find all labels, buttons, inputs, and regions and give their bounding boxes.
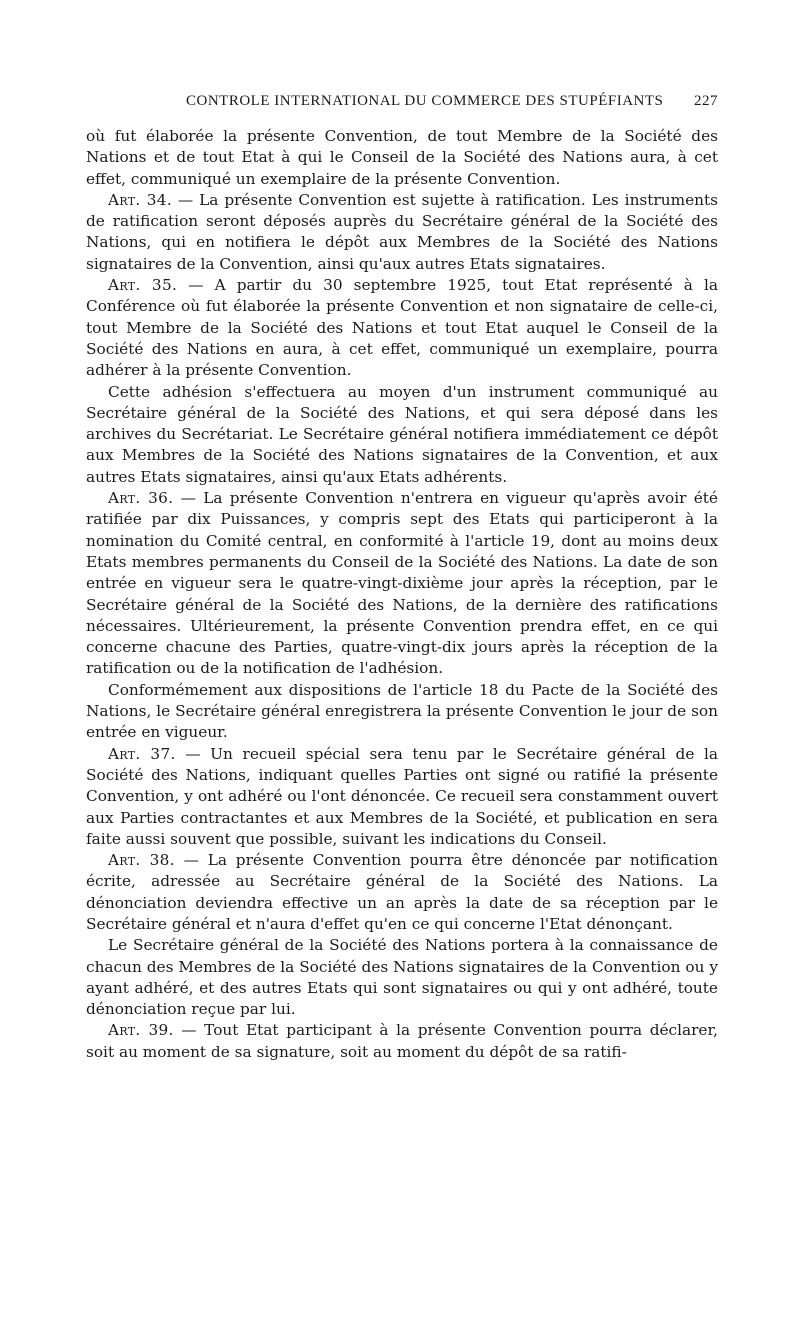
article-label: Art. 36. [108,489,174,508]
article-text: — La présente Convention pourra être dénoncée par notification écrite, adressée au Secrétaire général de la Société des Nations. La dénonciation deviendra effective un an après la date de sa réception par le Secrétaire général et n'aura d'effet qu'en ce qui concerne l'Etat dénonçant. [86,851,718,933]
paragraph [86,680,718,744]
article-text: — A partir du 30 septembre 1925, tout Etat représenté à la Conférence où fut élaborée la présente Convention et non signataire de celle-ci, tout Membre de la Société des Nations et tout Etat auquel le Conseil de la Société des Nations en aura, à cet effet, communiqué un exemplaire, pourra adhérer à la présente Convention. [86,276,718,380]
article-37 [86,744,718,850]
article-34 [86,190,718,275]
article-label: Art. 34. [108,190,172,209]
page-number: 227 [694,93,718,109]
article-39 [86,1020,718,1063]
paragraph-text: Conformémement aux dispositions de l'article 18 du Pacte de la Société des Nations, le Secrétaire général enregistrera la présente Convention le jour de son entrée en vigueur. [86,680,718,742]
paragraph [86,382,718,488]
paragraph [86,935,718,1020]
article-label: Art. 35. [108,276,178,295]
article-label: Art. 39. [108,1021,174,1040]
paragraph-text: Le Secrétaire général de la Société des Nations portera à la connaissance de chacun des Membres de la Société des Nations signataires de la Convention ou y ayant adhéré, et des autres Etats qui sont signataires ou qui y ont adhéré, toute dénonciation reçue par lui. [86,936,718,1019]
paragraph-text: où fut élaborée la présente Convention, de tout Membre de la Société des Nations et de tout Etat à qui le Conseil de la Société des Nations aura, à cet effet, communiqué un exemplaire de la présente Convention. [86,127,718,188]
paragraph-text: Cette adhésion s'effectuera au moyen d'un instrument communiqué au Secrétaire général de la Société des Nations, et qui sera déposé dans les archives du Secrétariat. Le Secrétaire général notifiera immédiatement ce dépôt aux Membres de la Société des Nations signataires de la Convention, et aux autres Etats signataires, ainsi qu'aux Etats adhérents. [86,382,718,486]
article-38 [86,850,718,935]
article-label: Art. 37. [108,744,176,763]
article-35 [86,275,718,381]
article-text: — Un recueil spécial sera tenu par le Secrétaire général de la Société des Nations, indiquant quelles Parties ont signé ou ratifié la présente Convention, y ont adhéré ou l'ont dénoncée. Ce recueil sera constamment ouvert aux Parties contractantes et aux Membres de la Société, et publication en sera faite aussi souvent que possible, suivant les indications du Conseil. [86,744,718,848]
article-text: — Tout Etat participant à la présente Convention pourra déclarer, soit au moment de sa signature, soit au moment du dépôt de sa ratifi- [86,1021,718,1061]
paragraph [86,126,718,190]
article-text: — La présente Convention n'entrera en vigueur qu'après avoir été ratifiée par dix Puissances, y compris sept des Etats qui participeront à la nomination du Comité central, en conformité à l'article 19, dont au moins deux Etats membres permanents du Conseil de la Société des Nations. La date de son entrée en vigueur sera le quatre-vingt-dixième jour après la réception, par le Secrétaire général de la Société des Nations, de la dernière des ratifications nécessaires. Ultérieurement, la présente Convention prendra effet, en ce qui concerne chacune des Parties, quatre-vingt-dix jours après la réception de la ratification ou de la notification de l'adhésion. [86,489,718,678]
header-title: CONTROLE INTERNATIONAL DU COMMERCE DES STUPÉFIANTS [186,93,664,109]
article-36 [86,488,718,680]
body-text [86,126,718,1063]
article-label: Art. 38. [108,851,175,870]
article-text: — La présente Convention est sujette à ratification. Les instruments de ratification seront déposés auprès du Secrétaire général de la Société des Nations, qui en notifiera le dépôt aux Membres de la Société des Nations signataires de la Convention, ainsi qu'aux autres Etats signataires. [86,190,718,273]
running-header [186,93,718,119]
